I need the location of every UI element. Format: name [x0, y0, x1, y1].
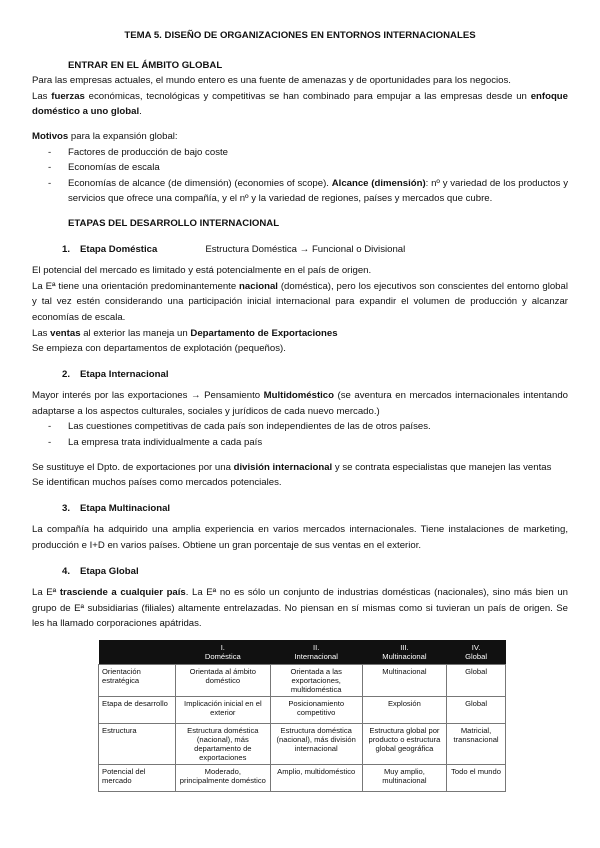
table-cell: Explosión [362, 697, 446, 724]
motivos-list [32, 145, 568, 207]
stage-heading: 1. Etapa Doméstica Estructura Doméstica → Funcional o Divisional [61, 243, 406, 255]
stage-heading: 2. Etapa Internacional [61, 368, 169, 380]
table-row [99, 665, 506, 697]
table-cell: Amplio, multidoméstico [270, 765, 362, 792]
row-label: Orientación estratégica [99, 665, 176, 697]
table-cell: Global [447, 665, 506, 697]
paragraph: Las ventas al exterior las maneja un Departamento de Exportaciones [32, 327, 338, 339]
table-row [99, 697, 506, 724]
table-cell: Global [447, 697, 506, 724]
table-cell: Estructura global por producto o estructura global geográfica [362, 724, 446, 765]
table-cell: Orientada al ámbito doméstico [176, 665, 271, 697]
document-page [32, 28, 568, 792]
table-cell: Orientada a las exportaciones, multidoméstica [270, 665, 362, 697]
stage-heading: 3. Etapa Multinacional [61, 502, 171, 514]
stage-heading: 4. Etapa Global [61, 565, 139, 577]
row-label: Potencial del mercado [99, 765, 176, 792]
paragraph: Para las empresas actuales, el mundo entero es una fuente de amenazas y de oportunidades para los negocios. [32, 75, 511, 87]
page-title: TEMA 5. DISEÑO DE ORGANIZACIONES EN ENTORNOS INTERNACIONALES [124, 30, 476, 41]
table-header: II. Internacional [270, 640, 362, 665]
list-item: - Economías de escala [32, 160, 568, 176]
table-cell: Todo el mundo [447, 765, 506, 792]
table-header: I. Doméstica [176, 640, 271, 665]
stages-table [98, 640, 506, 792]
paragraph: La Eª trasciende a cualquier país. La Eª no es sólo un conjunto de industrias domésticas (nacionales), sino más bien un grupo de Eª subsidiarias (filiales) altamente entrelazadas. No piensan en sí mismas como si tuvieran un país de origen. Se les ha llamado corporaciones apátridas. [32, 587, 568, 630]
paragraph: El potencial del mercado es limitado y está potencialmente en el país de origen. [32, 265, 372, 277]
section-heading-global: ENTRAR EN EL ÁMBITO GLOBAL [68, 59, 223, 71]
paragraph: La Eª tiene una orientación predominantemente nacional (doméstica), pero los ejecutivos son conscientes del entorno global y tal vez estén considerando una participación inicial internacional para expandir el volumen de producción y alcanzar economías de escala. [32, 280, 568, 323]
paragraph: Motivos para la expansión global: [32, 130, 178, 142]
paragraph: Se identifican muchos países como mercados potenciales. [32, 477, 282, 489]
paragraph: Mayor interés por las exportaciones → Pensamiento Multidoméstico (se aventura en mercados internacionales intentando adaptarse a los aspectos culturales, sociales y jurídicos de cada nuevo mercado.) [32, 390, 568, 417]
table-cell: Implicación inicial en el exterior [176, 697, 271, 724]
table-cell: Posicionamiento competitivo [270, 697, 362, 724]
table-cell: Estructura doméstica (nacional), más departamento de exportaciones [176, 724, 271, 765]
table-cell: Muy amplio, multinacional [362, 765, 446, 792]
list-item: - Economías de alcance (de dimensión) (economies of scope). Alcance (dimensión): nº y variedad de los productos y servicios que ofrece una compañía, y el nº y la variedad de regiones, países y mercados que cubre. [32, 176, 568, 207]
table-header: III. Multinacional [362, 640, 446, 665]
list-item: - Las cuestiones competitivas de cada país son independientes de las de otros países. [32, 419, 568, 435]
table-cell: Estructura doméstica (nacional), más división internacional [270, 724, 362, 765]
list-item: - La empresa trata individualmente a cada país [32, 435, 568, 451]
section-heading-stages: ETAPAS DEL DESARROLLO INTERNACIONAL [68, 217, 280, 229]
table-header: IV. Global [447, 640, 506, 665]
table-cell: Multinacional [362, 665, 446, 697]
stage-list [32, 419, 568, 450]
table-row [99, 724, 506, 765]
row-label: Etapa de desarrollo [99, 697, 176, 724]
paragraph: Se empieza con departamentos de explotación (pequeños). [32, 343, 286, 355]
paragraph: Se sustituye el Dpto. de exportaciones por una división internacional y se contrata especialistas que manejen las ventas [32, 461, 552, 473]
table-header-row [99, 640, 506, 665]
paragraph: La compañía ha adquirido una amplia experiencia en varios mercados internacionales. Tiene instalaciones de marketing, producción e I+D en varios países. Obtiene un gran porcentaje de sus ventas en el exterior. [32, 524, 568, 552]
paragraph: Las fuerzas económicas, tecnológicas y competitivas se han combinado para empujar a las empresas desde un enfoque doméstico a uno global. [32, 90, 568, 118]
row-label: Estructura [99, 724, 176, 765]
table-row [99, 765, 506, 792]
list-item: - Factores de producción de bajo coste [32, 145, 568, 161]
table-cell: Matricial, transnacional [447, 724, 506, 765]
table-cell: Moderado, principalmente doméstico [176, 765, 271, 792]
